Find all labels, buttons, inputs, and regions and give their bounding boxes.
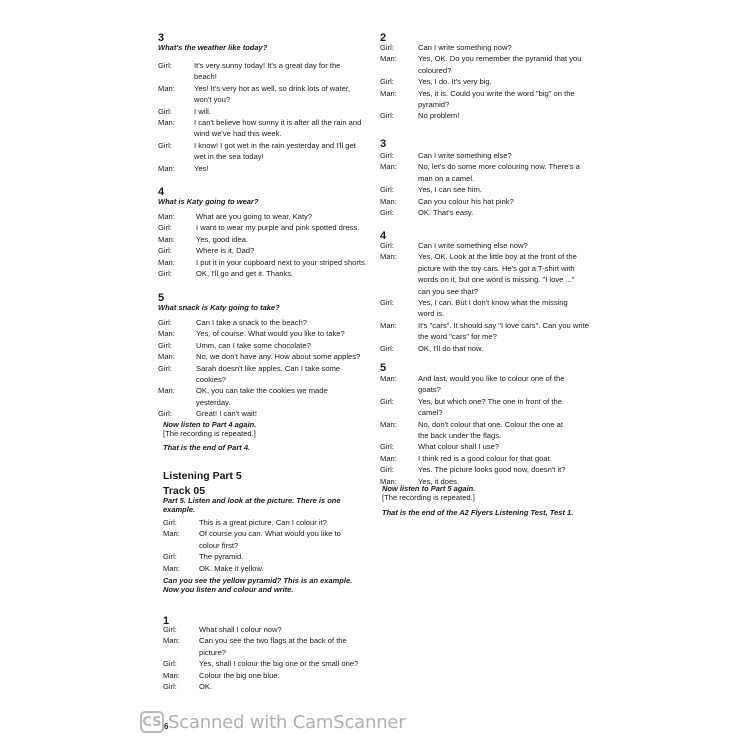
dialogue-text: Of course you can. What would you like to — [199, 529, 341, 539]
speaker-label: Man: — [380, 162, 397, 172]
dialogue-text: What shall I colour now? — [199, 625, 282, 634]
dialogue-text: Can you colour his hat pink? — [418, 196, 514, 206]
dialogue-text: picture with the toy cars. He's got a T-shirt with — [418, 263, 575, 273]
end-of-part: That is the end of Part 4. — [163, 443, 251, 452]
dialogue-text: OK. — [199, 682, 213, 691]
speaker-label: Girl: — [380, 396, 394, 406]
speaker-label: Girl: — [158, 409, 172, 419]
dialogue-text: Can I write something else now? — [418, 241, 528, 250]
dialogue-text: It's very sunny today! It's a great day for the — [194, 61, 341, 70]
speaker-label: Man: — [380, 54, 397, 64]
dialogue-text: I want to wear my purple and pink spotted dress. — [196, 223, 360, 233]
section-number: 2 — [380, 32, 387, 44]
instruction-note: Now you listen and colour and write. — [163, 585, 294, 594]
dialogue-text: Sarah doesn't like apples. Can I take some — [196, 363, 341, 373]
camscanner-watermark — [140, 708, 405, 736]
dialogue-text: Yes, shall I colour the big one or the small one? — [199, 659, 359, 669]
dialogue-text: Yes, it does. — [418, 476, 460, 486]
speaker-label: Girl: — [380, 442, 394, 452]
speaker-label: Girl: — [158, 269, 172, 278]
speaker-label: Girl: — [158, 318, 172, 327]
speaker-label: Man: — [158, 352, 175, 362]
dialogue-text: OK. Make it yellow. — [199, 563, 264, 573]
dialogue-text: coloured? — [418, 65, 452, 75]
recording-repeated: [The recording is repeated.] — [163, 429, 256, 438]
speaker-label: Girl: — [380, 111, 394, 121]
dialogue-text: words on it, but one word is missing. "I love ..." — [418, 275, 575, 285]
speaker-label: Girl: — [380, 185, 394, 195]
dialogue-text: OK, I'll do that now. — [418, 343, 484, 353]
dialogue-text: This is a great picture. Can I colour it? — [199, 518, 327, 527]
recording-repeated: [The recording is repeated.] — [382, 493, 475, 502]
dialogue-text: Can I write something else? — [418, 151, 512, 160]
dialogue-text: Umm, can I take some chocolate? — [196, 340, 311, 350]
speaker-label: Girl: — [158, 363, 172, 373]
speaker-label: Girl: — [158, 106, 172, 116]
speaker-label: Girl: — [380, 43, 394, 52]
dialogue-text: Can I take a snack to the beach? — [196, 318, 308, 327]
question: What is Katy going to wear? — [158, 197, 259, 206]
dialogue-text: I can't believe how sunny it is after all the rain and — [194, 118, 362, 127]
speaker-label: Man: — [380, 419, 397, 429]
dialogue-text: OK, you can take the cookies we made — [196, 386, 328, 396]
speaker-label: Girl: — [158, 140, 172, 150]
speaker-label: Man: — [163, 563, 180, 573]
dialogue-text: the word "cars" for me? — [418, 332, 497, 342]
dialogue-text: Where is it, Dad? — [196, 246, 255, 256]
listen-again: Now listen to Part 4 again. — [163, 420, 257, 429]
dialogue-text: No, we don't have any. How about some apples? — [196, 352, 361, 362]
dialogue-text: No problem! — [418, 111, 460, 121]
dialogue-text: cookies? — [196, 375, 226, 384]
dialogue-text: What are you going to wear, Katy? — [196, 212, 313, 221]
dialogue-text: Can I write something now? — [418, 43, 512, 52]
dialogue-text: yesterday. — [196, 397, 231, 407]
section-number: 3 — [158, 32, 165, 44]
speaker-label: Girl: — [158, 223, 172, 233]
dialogue-text: Yes! — [194, 163, 209, 173]
dialogue-text: pyramid? — [418, 100, 450, 109]
speaker-label: Girl: — [163, 625, 177, 634]
speaker-label: Man: — [380, 88, 397, 98]
dialogue-text: word is. — [418, 309, 445, 319]
speaker-label: Girl: — [163, 682, 177, 691]
dialogue-text: Yes, OK. Do you remember the pyramid that you — [418, 54, 582, 64]
camscanner-logo-icon: CS — [140, 711, 164, 733]
speaker-label: Man: — [158, 118, 175, 127]
dialogue-text: wind we've had this week. — [194, 129, 282, 139]
speaker-label: Girl: — [380, 241, 394, 250]
speaker-label: Man: — [163, 636, 180, 646]
speaker-label: Man: — [163, 529, 180, 539]
watermark-text: Scanned with CamScanner — [168, 711, 406, 733]
dialogue-text: Yes. The picture looks good now, doesn't it? — [418, 465, 566, 475]
speaker-label: Man: — [158, 83, 175, 93]
page-number: 6 — [164, 722, 169, 731]
question: What's the weather like today? — [158, 43, 268, 52]
dialogue-text: I know! I got wet in the rain yesterday and I'll get — [194, 140, 356, 150]
dialogue-text: I think red is a good colour for that goat. — [418, 453, 552, 463]
dialogue-text: goats? — [418, 385, 441, 395]
speaker-label: Girl: — [163, 518, 177, 527]
dialogue-text: Can you see the two flags at the back of the — [199, 636, 347, 646]
dialogue-text: Colour the big one blue. — [199, 670, 280, 680]
dialogue-text: Yes, good idea. — [196, 234, 249, 244]
speaker-label: Girl: — [380, 343, 394, 353]
listen-again: Now listen to Part 5 again. — [382, 484, 476, 493]
section-number: 4 — [158, 186, 165, 198]
speaker-label: Man: — [163, 670, 180, 680]
dialogue-text: OK, I'll go and get it. Thanks. — [196, 269, 294, 278]
dialogue-text: can you see that? — [418, 286, 478, 296]
dialogue-text: picture? — [199, 647, 227, 657]
speaker-label: Girl: — [163, 552, 177, 562]
section-number: 5 — [380, 362, 387, 374]
example-note: Can you see the yellow pyramid? This is an example. — [163, 576, 353, 585]
dialogue-text: I will. — [194, 106, 211, 116]
speaker-label: Girl: — [158, 61, 172, 70]
speaker-label: Girl: — [380, 208, 394, 217]
dialogue-text: the back under the flags. — [418, 431, 502, 440]
dialogue-text: No, let's do some more colouring now. There's a — [418, 162, 580, 172]
section-number: 5 — [158, 292, 165, 304]
dialogue-text: camel? — [418, 408, 443, 418]
part-title: Listening Part 5 — [163, 470, 242, 482]
dialogue-text: wet in the sea today! — [194, 152, 264, 162]
dialogue-text: man on a camel. — [418, 173, 475, 183]
speaker-label: Man: — [380, 476, 397, 486]
speaker-label: Man: — [158, 386, 175, 396]
speaker-label: Man: — [380, 453, 397, 463]
speaker-label: Man: — [380, 374, 397, 383]
dialogue-text: The pyramid. — [199, 552, 244, 562]
dialogue-text: Yes, I can see him. — [418, 185, 482, 195]
speaker-label: Man: — [158, 234, 175, 244]
dialogue-text: colour first? — [199, 540, 239, 550]
section-number: 4 — [380, 230, 387, 242]
speaker-label: Girl: — [380, 77, 394, 87]
speaker-label: Man: — [158, 257, 175, 267]
track-title: Track 05 — [163, 485, 206, 497]
instructions: Part 5. Listen and look at the picture. There is one example. — [163, 496, 341, 514]
dialogue-text: It's "cars". It should say "I love cars". Can you write — [418, 320, 589, 330]
dialogue-text: Great! I can't wait! — [196, 409, 257, 419]
dialogue-text: Yes, I can. But I don't know what the missing — [418, 298, 568, 307]
speaker-label: Girl: — [158, 246, 172, 256]
speaker-label: Man: — [158, 163, 175, 173]
speaker-label: Man: — [158, 212, 175, 221]
section-number: 1 — [163, 615, 170, 627]
dialogue-text: Yes, of course. What would you like to take? — [196, 329, 345, 339]
dialogue-text: OK. That's easy. — [418, 208, 474, 217]
speaker-label: Girl: — [158, 340, 172, 350]
speaker-label: Man: — [158, 329, 175, 339]
speaker-label: Girl: — [380, 465, 394, 475]
dialogue-text: What colour shall I use? — [418, 442, 500, 452]
speaker-label: Girl: — [163, 659, 177, 669]
dialogue-text: Yes, I do. It's very big. — [418, 77, 492, 87]
question: What snack is Katy going to take? — [158, 303, 280, 312]
speaker-label: Man: — [380, 196, 397, 206]
dialogue-text: I put it in your cupboard next to your striped shorts. — [196, 257, 367, 267]
dialogue-text: Yes, but which one? The one in front of the — [418, 396, 562, 406]
dialogue-text: And last, would you like to colour one of the — [418, 374, 565, 383]
dialogue-text: Yes, it is. Could you write the word "big" on the — [418, 88, 575, 98]
speaker-label: Girl: — [380, 298, 394, 307]
speaker-label: Man: — [380, 320, 397, 330]
end-of-test: That is the end of the A2 Flyers Listening Test, Test 1. — [382, 508, 574, 517]
speaker-label: Man: — [380, 252, 397, 262]
dialogue-text: beach! — [194, 72, 217, 82]
dialogue-text: Yes, OK. Look at the little boy at the front of the — [418, 252, 577, 262]
dialogue-text: No, don't colour that one. Colour the one at — [418, 419, 563, 429]
dialogue-text: won't you? — [194, 95, 231, 105]
dialogue-text: Yes! It's very hot as well, so drink lots of water, — [194, 83, 351, 93]
speaker-label: Girl: — [380, 151, 394, 160]
section-number: 3 — [380, 138, 387, 150]
